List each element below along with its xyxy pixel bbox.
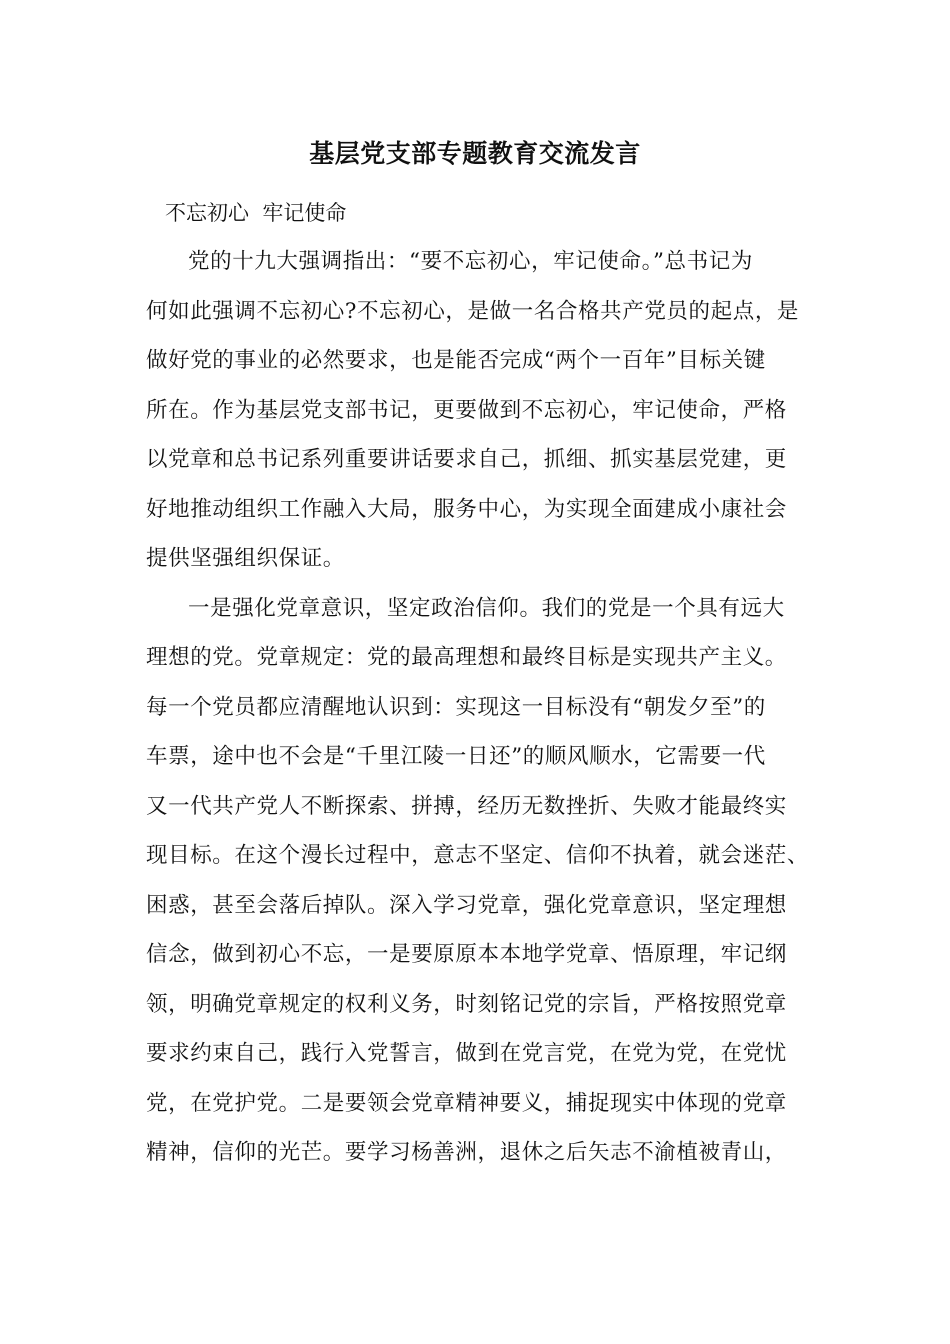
body-line: 困惑，甚至会落后掉队。深入学习党章，强化党章意识，坚定理想 [146, 892, 787, 918]
body-line: 精神，信仰的光芒。要学习杨善洲，退休之后矢志不渝植被青山， [146, 1140, 787, 1165]
body-line: 信念，做到初心不忘，一是要原原本本地学党章、悟原理，牢记纲 [146, 942, 787, 967]
body-line: 理想的党。党章规定：党的最高理想和最终目标是实现共产主义。 [146, 645, 787, 670]
body-line: 要求约束自己，践行入党誓言，做到在党言党，在党为党，在党忧 [146, 1041, 787, 1066]
body-line: 党，在党护党。二是要领会党章精神要义，捕捉现实中体现的党章 [146, 1090, 787, 1116]
body-line: 做好党的事业的必然要求，也是能否完成“两个一百年”目标关键 [146, 348, 766, 373]
body-line: 车票，途中也不会是“千里江陵一日还”的顺风顺水，它需要一代 [146, 744, 766, 769]
body-line: 以党章和总书记系列重要讲话要求自己，抓细、抓实基层党建，更 [146, 447, 787, 472]
document-subtitle: 不忘初心 牢记使命 [165, 201, 347, 225]
body-line: 所在。作为基层党支部书记，更要做到不忘初心，牢记使命，严格 [146, 397, 787, 423]
body-line: 何如此强调不忘初心?不忘初心，是做一名合格共产党员的起点，是 [146, 298, 800, 324]
body-line: 一是强化党章意识，坚定政治信仰。我们的党是一个具有远大 [188, 595, 785, 621]
body-line: 提供坚强组织保证。 [146, 546, 345, 571]
body-line: 现目标。在这个漫长过程中，意志不坚定、信仰不执着，就会迷茫、 [146, 843, 810, 868]
body-line: 又一代共产党人不断探索、拼搏，经历无数挫折、失败才能最终实 [146, 793, 787, 819]
body-line: 好地推动组织工作融入大局，服务中心，为实现全面建成小康社会 [146, 496, 787, 522]
body-line: 每一个党员都应清醒地认识到：实现这一目标没有“朝发夕至”的 [146, 694, 766, 720]
document-body [146, 244, 810, 1185]
body-line: 领，明确党章规定的权利义务，时刻铭记党的宗旨，严格按照党章 [146, 991, 787, 1017]
document-title: 基层党支部专题教育交流发言 [309, 139, 641, 168]
body-line: 党的十九大强调指出：“要不忘初心，牢记使命。”总书记为 [188, 249, 753, 274]
